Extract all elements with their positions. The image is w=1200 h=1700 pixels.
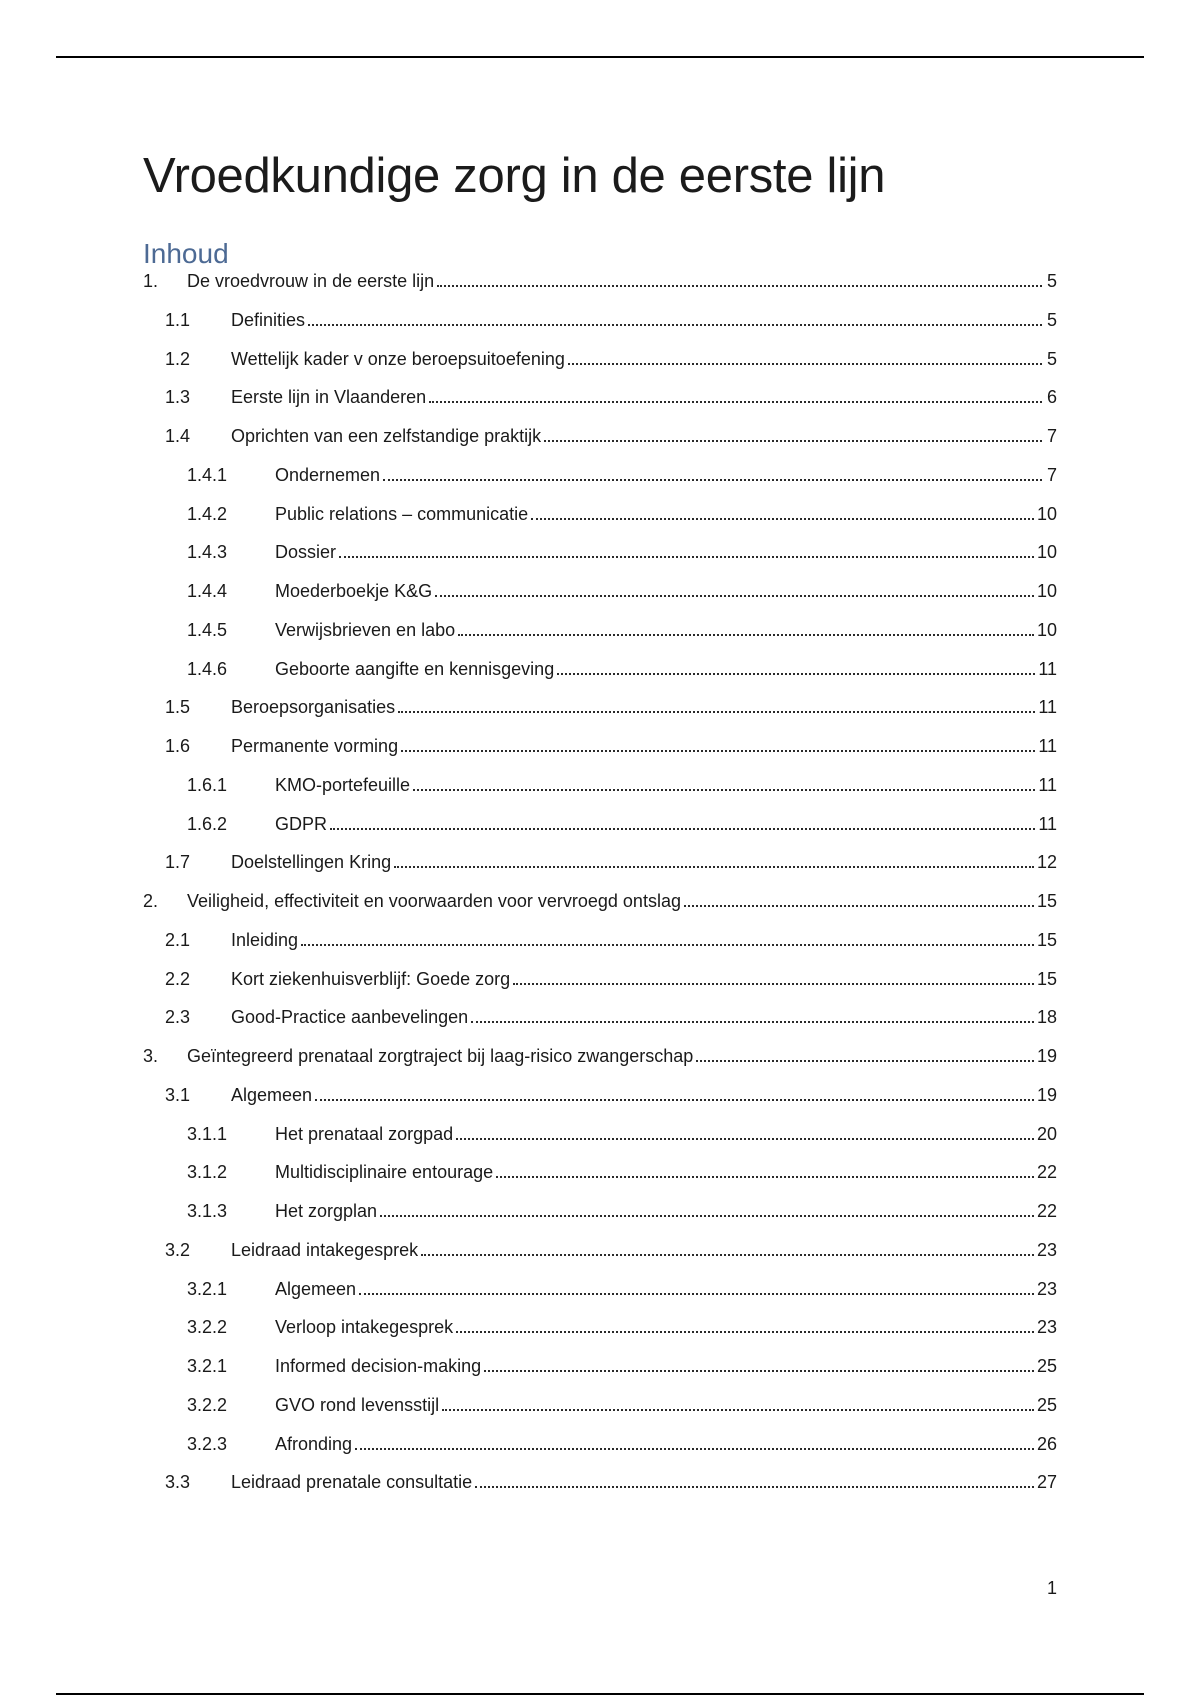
toc-entry-page: 15 — [1036, 930, 1057, 950]
toc-entry[interactable] — [187, 1312, 1057, 1338]
toc-entry-number: 1.4 — [165, 426, 191, 446]
toc-entry[interactable] — [187, 1196, 1057, 1222]
toc-dot-leader — [684, 905, 1034, 907]
toc-dot-leader — [301, 944, 1034, 946]
toc-entry-number: 1.4.2 — [187, 504, 228, 524]
toc-entry[interactable] — [165, 731, 1057, 757]
toc-entry-page: 26 — [1036, 1434, 1057, 1454]
page-number: 1 — [1046, 1578, 1057, 1598]
toc-entry-title: Good-Practice aanbevelingen — [231, 1007, 469, 1027]
toc-entry[interactable] — [187, 576, 1057, 602]
toc-entry-page: 20 — [1036, 1124, 1057, 1144]
toc-entry-page: 11 — [1038, 697, 1057, 717]
toc-entry[interactable] — [187, 1157, 1057, 1183]
toc-entry-page: 25 — [1036, 1395, 1057, 1415]
toc-entry-page: 11 — [1038, 659, 1057, 679]
toc-entry-page: 10 — [1036, 504, 1057, 524]
toc-entry-number: 1.6.2 — [187, 814, 228, 834]
toc-entry-page: 19 — [1036, 1046, 1057, 1066]
toc-dot-leader — [513, 983, 1034, 985]
toc-entry-number: 3.3 — [165, 1472, 191, 1492]
toc-entry-number: 3.2.2 — [187, 1395, 228, 1415]
toc-entry-page: 23 — [1036, 1240, 1057, 1260]
toc-dot-leader — [471, 1021, 1034, 1023]
toc-entry-page: 23 — [1036, 1317, 1057, 1337]
toc-entry-title: Beroepsorganisaties — [231, 697, 396, 717]
toc-entry-title: Veiligheid, effectiviteit en voorwaarden voor vervroegd ontslag — [187, 891, 681, 911]
toc-entry-title: Algemeen — [231, 1085, 313, 1105]
toc-entry-title: Doelstellingen Kring — [231, 852, 392, 872]
toc-entry-number: 3.1.2 — [187, 1162, 228, 1182]
toc-entry[interactable] — [187, 537, 1057, 563]
toc-entry-page: 5 — [1046, 271, 1057, 291]
toc-dot-leader — [456, 1138, 1034, 1140]
toc-dot-leader — [456, 1331, 1034, 1333]
toc-entry-title: Dossier — [275, 542, 337, 562]
toc-entry-title: Oprichten van een zelfstandige praktijk — [231, 426, 542, 446]
toc-entry[interactable] — [187, 809, 1057, 835]
toc-entry-number: 1.3 — [165, 387, 191, 407]
toc-entry[interactable] — [187, 1351, 1057, 1377]
toc-dot-leader — [484, 1370, 1034, 1372]
toc-dot-leader — [383, 479, 1042, 481]
toc-entry-number: 3.1.1 — [187, 1124, 228, 1144]
toc-dot-leader — [315, 1099, 1034, 1101]
toc-entry-page: 11 — [1038, 775, 1057, 795]
document-title: Vroedkundige zorg in de eerste lijn — [143, 149, 886, 203]
toc-entry[interactable] — [187, 1274, 1057, 1300]
toc-entry-page: 6 — [1046, 387, 1057, 407]
toc-entry-page: 7 — [1046, 426, 1057, 446]
toc-dot-leader — [308, 324, 1042, 326]
toc-dot-leader — [458, 634, 1034, 636]
toc-entry-page: 27 — [1036, 1472, 1057, 1492]
toc-dot-leader — [696, 1060, 1034, 1062]
toc-dot-leader — [421, 1254, 1034, 1256]
toc-heading: Inhoud — [143, 238, 229, 269]
toc-entry-number: 3.2.2 — [187, 1317, 228, 1337]
toc-entry-page: 5 — [1046, 349, 1057, 369]
toc-entry-number: 3. — [143, 1046, 159, 1066]
toc-dot-leader — [475, 1486, 1034, 1488]
toc-entry-title: Het prenataal zorgpad — [275, 1124, 454, 1144]
toc-entry-page: 7 — [1046, 465, 1057, 485]
toc-dot-leader — [355, 1448, 1034, 1450]
toc-dot-leader — [568, 363, 1042, 365]
toc-entry-number: 1.4.5 — [187, 620, 228, 640]
toc-entry-number: 3.1.3 — [187, 1201, 228, 1221]
toc-entry-title: Afronding — [275, 1434, 353, 1454]
toc-entry-page: 25 — [1036, 1356, 1057, 1376]
toc-entry-number: 1.4.6 — [187, 659, 228, 679]
toc-dot-leader — [544, 440, 1042, 442]
toc-entry[interactable] — [187, 1429, 1057, 1455]
toc-entry-page: 15 — [1036, 969, 1057, 989]
toc-dot-leader — [359, 1293, 1034, 1295]
toc-dot-leader — [413, 789, 1035, 791]
toc-dot-leader — [398, 711, 1035, 713]
toc-entry[interactable] — [143, 266, 1057, 292]
toc-entry-title: Verwijsbrieven en labo — [275, 620, 456, 640]
toc-entry-title: KMO-portefeuille — [275, 775, 411, 795]
toc-entry[interactable] — [143, 1041, 1057, 1067]
toc-entry-number: 1.4.3 — [187, 542, 228, 562]
toc-entry-title: Inleiding — [231, 930, 299, 950]
toc-entry-number: 3.2.3 — [187, 1434, 228, 1454]
toc-entry-number: 1.6.1 — [187, 775, 228, 795]
toc-dot-leader — [394, 866, 1034, 868]
toc-entry-page: 18 — [1036, 1007, 1057, 1027]
toc-entry[interactable] — [165, 692, 1057, 718]
toc-entry[interactable] — [187, 499, 1057, 525]
toc-entry[interactable] — [165, 1080, 1057, 1106]
toc-entry-title: Algemeen — [275, 1279, 357, 1299]
toc-entry[interactable] — [165, 964, 1057, 990]
toc-dot-leader — [339, 556, 1034, 558]
toc-dot-leader — [330, 828, 1035, 830]
toc-entry[interactable] — [187, 1390, 1057, 1416]
toc-entry-title: Eerste lijn in Vlaanderen — [231, 387, 427, 407]
toc-entry-page: 10 — [1036, 620, 1057, 640]
toc-entry-title: Public relations – communicatie — [275, 504, 529, 524]
toc-entry[interactable] — [165, 305, 1057, 331]
toc-entry-number: 2.1 — [165, 930, 191, 950]
toc-entry-title: Informed decision-making — [275, 1356, 482, 1376]
toc-entry-title: GDPR — [275, 814, 328, 834]
toc-entry-title: De vroedvrouw in de eerste lijn — [187, 271, 435, 291]
toc-entry-page: 10 — [1036, 542, 1057, 562]
toc-entry[interactable] — [165, 421, 1057, 447]
toc-entry-title: Ondernemen — [275, 465, 381, 485]
toc-entry-page: 11 — [1038, 814, 1057, 834]
toc-dot-leader — [429, 401, 1042, 403]
toc-dot-leader — [496, 1176, 1034, 1178]
toc-entry-page: 11 — [1038, 736, 1057, 756]
toc-entry-page: 22 — [1036, 1162, 1057, 1182]
toc-entry[interactable] — [187, 460, 1057, 486]
toc-entry-page: 23 — [1036, 1279, 1057, 1299]
toc-entry-title: Permanente vorming — [231, 736, 399, 756]
toc-entry-title: Geboorte aangifte en kennisgeving — [275, 659, 555, 679]
toc-entry[interactable] — [165, 1467, 1057, 1493]
toc-entry-page: 12 — [1036, 852, 1057, 872]
toc-entry[interactable] — [165, 1235, 1057, 1261]
toc-entry-title: GVO rond levensstijl — [275, 1395, 440, 1415]
toc-dot-leader — [401, 750, 1035, 752]
toc-entry[interactable] — [165, 1002, 1057, 1028]
toc-dot-leader — [531, 518, 1034, 520]
toc-entry-page: 22 — [1036, 1201, 1057, 1221]
toc-entry-number: 3.2.1 — [187, 1356, 228, 1376]
toc-entry[interactable] — [187, 770, 1057, 796]
toc-entry-title: Definities — [231, 310, 306, 330]
toc-entry-number: 3.1 — [165, 1085, 191, 1105]
toc-entry-title: Geïntegreerd prenataal zorgtraject bij laag-risico zwangerschap — [187, 1046, 694, 1066]
toc-entry-title: Leidraad intakegesprek — [231, 1240, 419, 1260]
toc-entry-number: 3.2.1 — [187, 1279, 228, 1299]
toc-entry-title: Kort ziekenhuisverblijf: Goede zorg — [231, 969, 511, 989]
toc-entry-number: 1.1 — [165, 310, 191, 330]
toc-entry-title: Wettelijk kader v onze beroepsuitoefening — [231, 349, 565, 369]
toc-entry-page: 15 — [1036, 891, 1057, 911]
toc-entry-page: 19 — [1036, 1085, 1057, 1105]
toc-entry-page: 10 — [1036, 581, 1057, 601]
toc-dot-leader — [435, 595, 1034, 597]
toc-entry-number: 2.3 — [165, 1007, 191, 1027]
toc-entry[interactable] — [165, 847, 1057, 873]
toc-entry-title: Multidisciplinaire entourage — [275, 1162, 494, 1182]
toc-entry-number: 1.4.4 — [187, 581, 228, 601]
toc-entry-number: 2.2 — [165, 969, 191, 989]
toc-entry-number: 2. — [143, 891, 159, 911]
toc-dot-leader — [442, 1409, 1034, 1411]
toc-entry-title: Moederboekje K&G — [275, 581, 433, 601]
toc-entry[interactable] — [165, 925, 1057, 951]
toc-entry[interactable] — [187, 654, 1057, 680]
toc-dot-leader — [557, 673, 1035, 675]
toc-entry-number: 1.5 — [165, 697, 191, 717]
toc-entry-title: Verloop intakegesprek — [275, 1317, 454, 1337]
toc-entry[interactable] — [165, 344, 1057, 370]
toc-entry[interactable] — [187, 615, 1057, 641]
toc-dot-leader — [437, 285, 1042, 287]
toc-entry-number: 3.2 — [165, 1240, 191, 1260]
toc-dot-leader — [380, 1215, 1034, 1217]
toc-entry-number: 1.4.1 — [187, 465, 228, 485]
toc-entry-number: 1.6 — [165, 736, 191, 756]
toc-entry-title: Het zorgplan — [275, 1201, 378, 1221]
toc-entry-title: Leidraad prenatale consultatie — [231, 1472, 473, 1492]
toc-entry-number: 1. — [143, 271, 159, 291]
toc-entry-number: 1.2 — [165, 349, 191, 369]
toc-entry[interactable] — [165, 382, 1057, 408]
toc-entry[interactable] — [187, 1119, 1057, 1145]
toc-entry-number: 1.7 — [165, 852, 191, 872]
toc-entry-page: 5 — [1046, 310, 1057, 330]
toc-entry[interactable] — [143, 886, 1057, 912]
footer-rule — [56, 1693, 1144, 1695]
